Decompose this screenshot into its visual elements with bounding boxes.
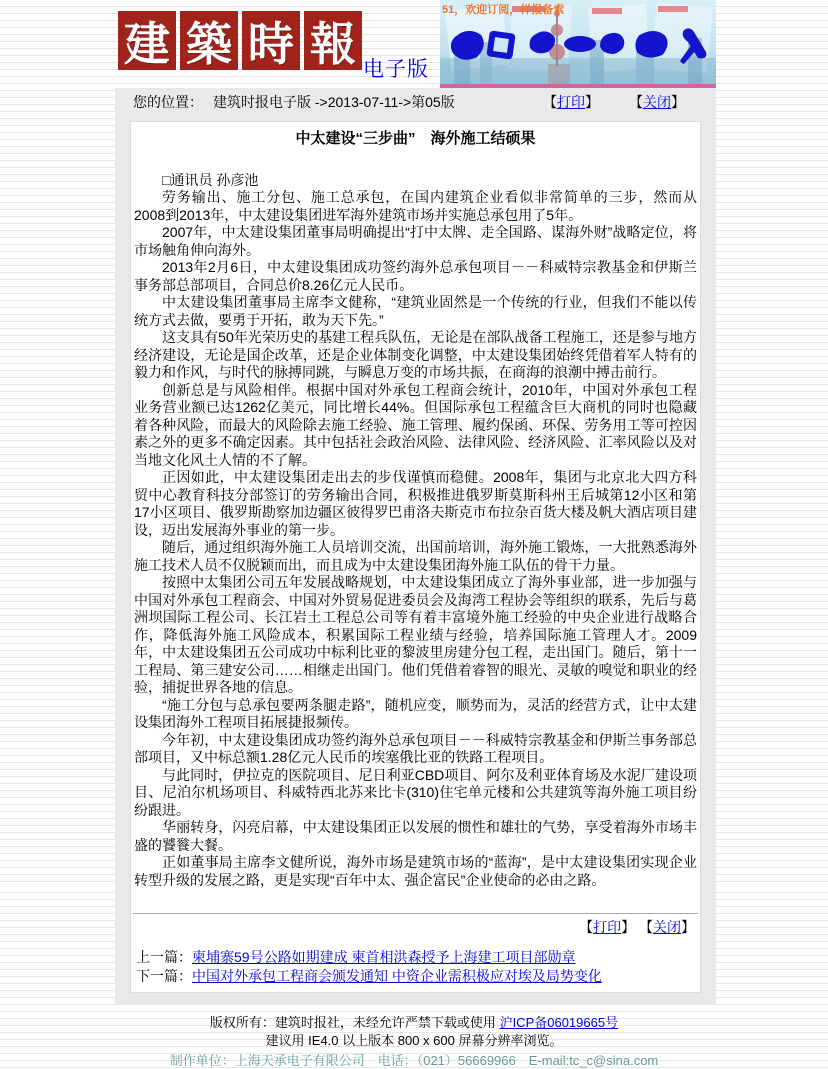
site-header <box>115 0 716 88</box>
article-paragraph: 劳务输出、施工分包、施工总承包，在国内建筑企业看似非常简单的三步，然而从2008到2013年，中太建设集团进军海外建筑市场并实施总承包用了5年。 <box>134 189 697 223</box>
article-paragraph: 与此同时，伊拉克的医院项目、尼日利亚CBD项目、阿尔及利亚体育场及水泥厂建设项目、尼泊尔机场项目、科威特西北苏来比卡(310)住宅单元楼和公共建筑等海外施工项目纷纷跟进。 <box>134 766 697 818</box>
article-paragraph: 创新总是与风险相伴。根据中国对外承包工程商会统计，2010年，中国对外承包工程业务营业额已达1262亿美元，同比增长44%。但国际承包工程蕴含巨大商机的同时也隐藏着各种风险，而最大的风险除去施工经验、施工管理、履约保函、环保、劳务用工等可控因素之外的更多不确定因素。其中包括社会政治风险、法律风险、经济风险、汇率风险以及对当地文化风土人情的不了解。 <box>134 381 697 468</box>
print-button[interactable]: 打印 <box>557 93 585 110</box>
prev-article-link[interactable]: 柬埔寨59号公路如期建成 柬首相洪森授予上海建工项目部勋章 <box>192 948 576 965</box>
print-action: 【打印】 <box>543 93 599 110</box>
icp-link[interactable]: 沪ICP备06019665号 <box>499 1014 619 1030</box>
prev-article-label: 上一篇： <box>136 948 192 965</box>
article <box>130 121 701 993</box>
breadcrumb-path: 建筑时报电子版 ->2013-07-11->第05版 <box>213 93 455 110</box>
copyright-line <box>0 1015 828 1031</box>
breadcrumb-label: 您的位置： <box>133 93 203 110</box>
article-title: 中太建设“三步曲” 海外施工结硕果 <box>295 130 536 147</box>
page-container <box>115 0 716 1005</box>
producer-line: 制作单位：上海天承电子有限公司 电话：（021）56669966 E-mail:tc_c@sina.com <box>169 1052 659 1068</box>
article-paragraph: 这支具有50年光荣历史的基建工程兵队伍，无论是在部队战备工程施工，还是参与地方经济建设，无论是国企改革，还是企业体制变化调整，中太建设集团始终凭借着军人特有的毅力和作风，与时代的脉搏同跳，与瞬息万变的市场共振，在商海的浪潮中搏击前行。 <box>134 329 697 380</box>
logo-character-block: 時 <box>242 11 300 70</box>
article-paragraph: 2013年2月6日，中太建设集团成功签约海外总承包项目－－科威特宗教基金和伊斯兰事务部总部项目，合同总价8.26亿元人民币。 <box>134 259 697 293</box>
article-paragraph: 按照中太集团公司五年发展战略规划，中太建设集团成立了海外事业部，进一步加强与中国对外承包工程商会、中国对外贸易促进委员会及海湾工程协会等组织的联系，先后与葛洲坝国际工程公司、长江岩土工程总公司等有着丰富境外施工经验的中央企业进行战略合作，降低海外施工风险成本，积累国际工程业绩与经验，培养国际施工管理人才。2009年，中太建设集团五公司成功中标利比亚的黎波里房建分包工程，走出国门。随后，第十一工程局、第三建安公司……相继走出国门。他们凭借着睿智的眼光、灵敏的嗅觉和职业的经验，捕捉世界各地的信息。 <box>134 574 697 695</box>
promo-banner-image[interactable] <box>440 0 716 84</box>
prev-article-line <box>136 949 697 967</box>
copyright-text: 版权所有：建筑时报社，未经允许严禁下载或使用 <box>209 1014 496 1030</box>
close-button-bottom[interactable]: 关闭 <box>653 919 681 935</box>
next-article-line <box>136 968 697 986</box>
article-paragraph: 中太建设集团董事局主席李文健称，“建筑业固然是一个传统的行业，但我们不能以传统方式去做，要勇于开拓，敢为天下先。” <box>134 294 697 328</box>
logo-character-block: 報 <box>304 11 362 70</box>
site-logo <box>118 11 362 70</box>
article-paragraph: 正因如此，中太建设集团走出去的步伐谨慎而稳健。2008年，集团与北京北大四方科贸中心教育科技分部签订的劳务输出合同，积极推进俄罗斯莫斯科州王后城第12小区和第17小区项目、俄罗斯勘察加边疆区彼得罗巴甫洛夫斯克市布拉杂百货大楼及帆大酒店项目建设，迈出发展海外事业的第一步。 <box>134 469 697 538</box>
bottom-actions <box>134 914 697 945</box>
article-byline: □通讯员 孙彦池 <box>162 171 259 188</box>
article-paragraph: 2007年，中太建设集团董事局明确提出“打中太牌、走全国路、谋海外财”战略定位，将市场触角伸向海外。 <box>134 224 697 258</box>
article-paragraph: 今年初，中太建设集团成功签约海外总承包项目－－科威特宗教基金和伊斯兰事务部总部项目，又中标总额1.28亿元人民币的埃塞俄比亚的铁路工程项目。 <box>134 731 697 765</box>
next-article-label: 下一篇： <box>136 968 192 984</box>
close-action-bottom: 【关闭】 <box>639 919 695 935</box>
next-article-link[interactable]: 中国对外承包工程商会颁发通知 中资企业需积极应对埃及局势变化 <box>192 968 602 984</box>
article-paragraph: 正如董事局主席李文健所说，海外市场是建筑市场的“蓝海”，是中太建设集团实现企业转型升级的发展之路，更是实现“百年中太、强企富民”企业使命的必由之路。 <box>134 854 697 888</box>
print-action-bottom: 【打印】 <box>579 919 636 935</box>
article-paragraphs <box>134 189 697 889</box>
close-button[interactable]: 关闭 <box>643 93 671 110</box>
print-button-bottom[interactable]: 打印 <box>593 919 622 935</box>
browser-note-line: 建议用 IE4.0 以上版本 800 x 600 屏幕分辨率浏览。 <box>265 1032 563 1048</box>
article-paragraph: 随后，通过组织海外施工人员培训交流，出国前培训，海外施工锻炼，一大批熟悉海外施工技术人员不仅脱颖而出，而且成为中太建设集团海外施工队伍的骨干力量。 <box>134 539 697 573</box>
top-actions <box>543 92 685 112</box>
close-action: 【关闭】 <box>629 93 685 110</box>
content-panel <box>115 88 716 1005</box>
logo-character-block: 築 <box>180 11 238 70</box>
breadcrumb-bar <box>115 88 716 115</box>
banner-tagline: 51，欢迎订阅，样报备索 <box>442 4 565 16</box>
article-paragraph: “施工分包与总承包要两条腿走路”，随机应变，顺势而为，灵活的经营方式，让中太建设集团海外工程项目拓展捷报频传。 <box>134 696 697 730</box>
related-articles <box>134 945 697 990</box>
edition-label: 电子版 <box>363 58 429 81</box>
article-paragraph: 华丽转身，闪亮启幕，中太建设集团正以发展的惯性和雄壮的气势，享受着海外市场丰盛的饕餮大餐。 <box>134 819 697 853</box>
site-footer <box>0 1015 828 1069</box>
banner-bottom-strip <box>440 84 716 88</box>
logo-character-block: 建 <box>118 11 176 70</box>
